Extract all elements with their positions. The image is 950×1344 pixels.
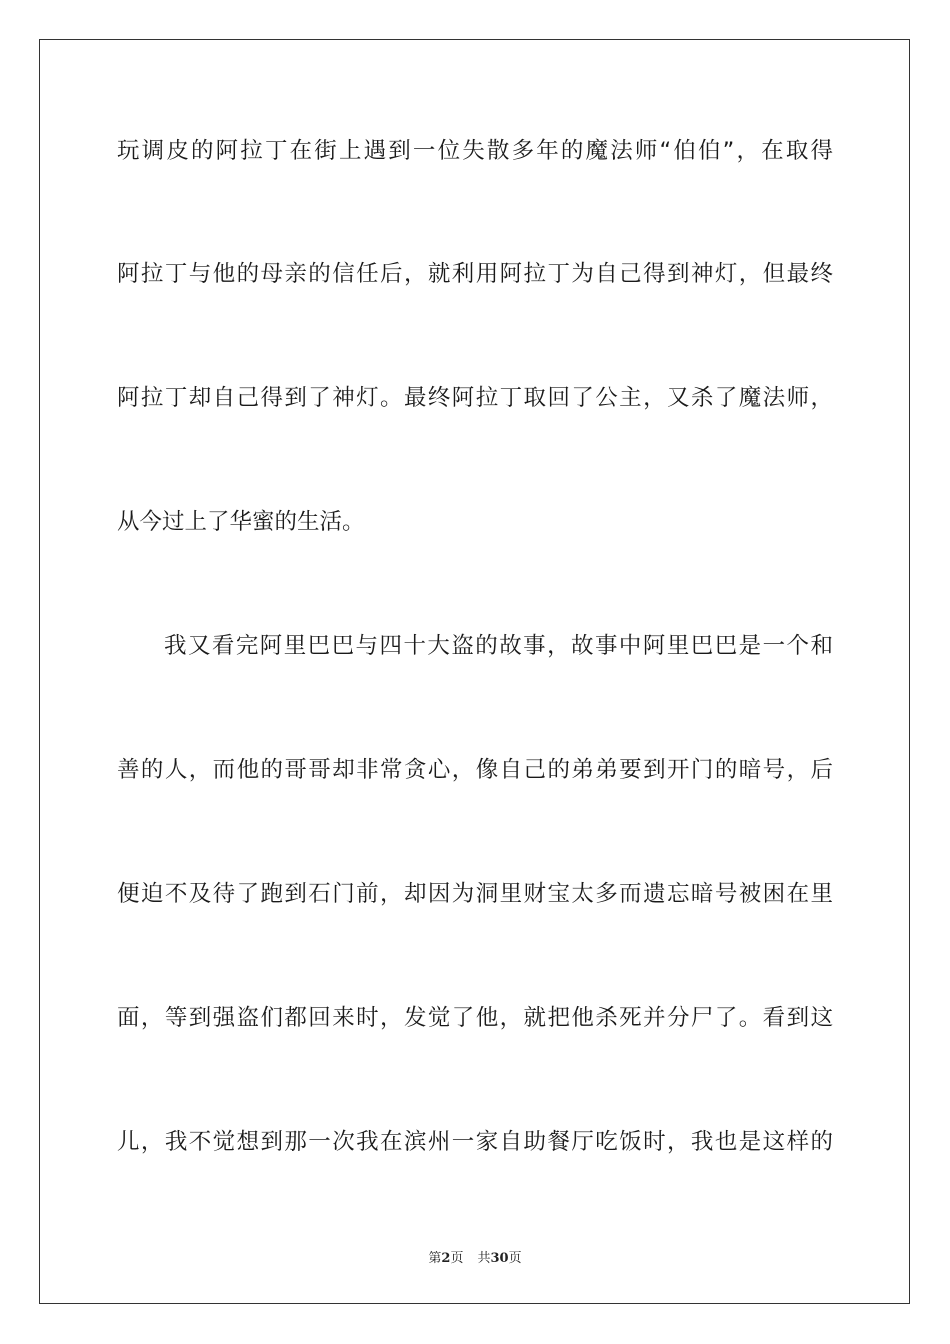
page-number (428, 1247, 463, 1266)
total-suffix: 页 (508, 1251, 522, 1266)
paragraph-line-9: 儿，我不觉想到那一次我在滨州一家自助餐厅吃饭时，我也是这样的 (117, 1129, 833, 1155)
paragraph-line-7: 便迫不及待了跑到石门前，却因为洞里财宝太多而遗忘暗号被困在里 (117, 881, 833, 907)
page-border (39, 39, 910, 1304)
page-footer (0, 1247, 950, 1266)
paragraph-line-1: 玩调皮的阿拉丁在街上遇到一位失散多年的魔法师“伯伯”，在取得 (117, 138, 833, 164)
paragraph-line-5: 我又看完阿里巴巴与四十大盗的故事，故事中阿里巴巴是一个和 (164, 633, 833, 659)
total-prefix: 共 (477, 1251, 491, 1266)
total-count: 30 (490, 1251, 509, 1266)
paragraph-line-3: 阿拉丁却自己得到了神灯。最终阿拉丁取回了公主，又杀了魔法师， (117, 385, 833, 411)
page-suffix: 页 (450, 1251, 464, 1266)
page-prefix: 第 (428, 1251, 442, 1266)
paragraph-line-6: 善的人，而他的哥哥却非常贪心，像自己的弟弟要到开门的暗号，后 (117, 757, 833, 783)
page-current: 2 (441, 1251, 451, 1266)
paragraph-line-8: 面，等到强盗们都回来时，发觉了他，就把他杀死并分尸了。看到这 (117, 1005, 833, 1031)
paragraph-line-2: 阿拉丁与他的母亲的信任后，就利用阿拉丁为自己得到神灯，但最终 (117, 261, 833, 287)
paragraph-line-4: 从今过上了华蜜的生活。 (117, 509, 365, 535)
page-total (477, 1247, 521, 1266)
